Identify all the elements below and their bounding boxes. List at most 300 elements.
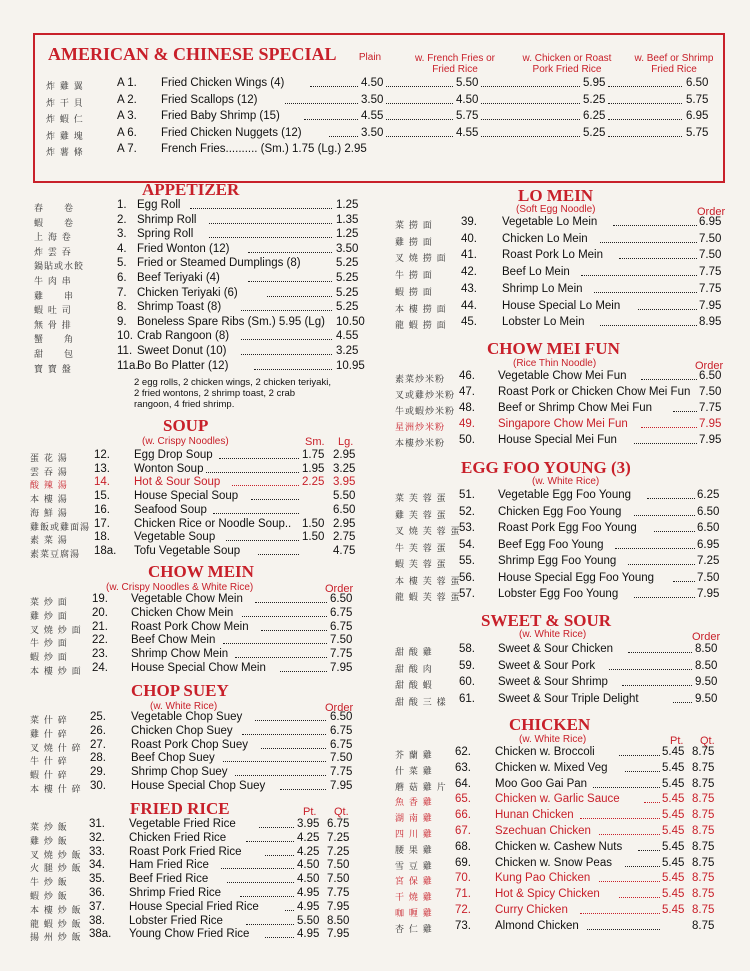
chinese-name: 火 腿 炒 飯: [30, 864, 82, 875]
dot-leader: [615, 539, 695, 549]
eggfoo-title: EGG FOO YOUNG (3): [461, 458, 631, 477]
menu-row: [0, 522, 750, 538]
chinese-name: 蝦 什 碎: [30, 771, 68, 782]
dot-leader: [285, 94, 358, 104]
special-row: [0, 127, 750, 143]
item-price-large: 7.25: [327, 831, 350, 844]
item-name: Lobster Fried Rice: [129, 914, 223, 927]
item-number: 63.: [455, 761, 471, 774]
chinese-name: 本 樓 什 碎: [30, 785, 82, 795]
special-price: 6.25: [583, 110, 606, 122]
special-price: 5.95: [583, 77, 606, 89]
chinese-name: 炸 干 貝: [46, 98, 84, 109]
item-name: Vegetable Lo Mein: [502, 216, 598, 228]
item-price: 7.50: [697, 571, 720, 584]
item-price-small: 5.45: [662, 761, 685, 774]
special-price: 5.50: [456, 77, 479, 89]
dot-leader: [242, 725, 326, 735]
item-name: House Special Mei Fun: [498, 434, 617, 447]
special-row: [0, 77, 750, 93]
item-price-small: 5.45: [662, 825, 685, 837]
item-price: 6.50: [699, 370, 722, 382]
meifun-sub: (Rice Thin Noodle): [513, 358, 597, 369]
item-price: 5.25: [336, 301, 359, 314]
item-name: Roast Pork Egg Foo Young: [498, 522, 637, 534]
dot-leader: [580, 809, 660, 819]
item-number: 25.: [90, 711, 106, 723]
item-name: Sweet & Sour Triple Delight: [498, 692, 639, 705]
chinese-name: 菜 撈 面: [395, 221, 433, 231]
item-price: 7.50: [699, 232, 722, 245]
menu-row: [0, 249, 750, 265]
item-price-large: 8.75: [692, 746, 715, 758]
item-name: Shrimp Toast (8): [137, 301, 222, 314]
item-name: Shrimp Chow Mein: [131, 648, 229, 661]
item-price-small: 5.45: [662, 809, 685, 822]
item-price: 7.25: [697, 555, 720, 567]
item-number: 23.: [92, 648, 108, 661]
item-name: Fried Baby Shrimp (15): [161, 110, 280, 122]
item-price-large: 7.50: [327, 873, 350, 886]
item-number: 47.: [459, 386, 475, 399]
item-name: Sweet & Sour Shrimp: [498, 676, 608, 688]
item-name: Crab Rangoon (8): [137, 330, 230, 343]
item-name: House Special Chop Suey: [131, 780, 266, 792]
item-number: 31.: [89, 818, 105, 830]
item-price-large: 6.75: [327, 818, 350, 830]
item-price-small: 5.45: [662, 872, 685, 885]
friedrice-title: FRIED RICE: [130, 799, 230, 818]
menu-row: [0, 330, 750, 346]
item-name: Chicken w. Mixed Veg: [495, 761, 608, 774]
chinese-name: 無 骨 排: [34, 320, 72, 331]
item-number: A 7.: [117, 143, 137, 155]
dot-leader: [641, 370, 697, 380]
item-number: 39.: [461, 216, 477, 228]
item-name: Vegetable Fried Rice: [129, 818, 236, 830]
item-name: Roast Pork Chow Mein: [131, 620, 249, 633]
dot-leader: [628, 555, 695, 565]
item-name: Beef Egg Foo Young: [498, 538, 604, 551]
item-number: 12.: [94, 449, 110, 461]
dot-leader: [673, 693, 692, 703]
item-price-large: 7.50: [327, 859, 350, 872]
dot-leader: [255, 711, 326, 721]
item-price-large: 8.75: [692, 919, 715, 932]
item-price-small: 4.50: [297, 859, 320, 872]
chinese-name: 宮 保 雞: [395, 877, 433, 888]
chinese-name: 炸 雲 吞: [34, 247, 72, 258]
item-price-large: 2.95: [333, 517, 356, 530]
dot-leader: [608, 77, 682, 87]
item-number: 3.: [117, 228, 127, 241]
item-price: 1.35: [336, 213, 359, 226]
item-name: Hot & Spicy Chicken: [495, 888, 600, 901]
item-price: 7.75: [699, 402, 722, 415]
chinese-name: 菜 炒 面: [30, 598, 68, 608]
item-name: Lobster Lo Mein: [502, 316, 585, 329]
chinese-name: 寶 寶 盤: [34, 364, 72, 375]
item-name: Beef Teriyaki (4): [137, 272, 220, 284]
dot-leader: [673, 572, 695, 582]
item-name: Chicken Fried Rice: [129, 831, 227, 844]
item-name: Beef Lo Mein: [502, 266, 570, 279]
item-price: 6.95: [699, 216, 722, 228]
eggfoo-sub: (w. White Rice): [532, 476, 600, 487]
chopsuey-sub: (w. White Rice): [150, 701, 218, 712]
menu-row: [0, 693, 750, 709]
chinese-name: 本 樓 炒 面: [30, 667, 82, 677]
chinese-name: 菜 什 碎: [30, 716, 68, 726]
dot-leader: [608, 94, 682, 104]
menu-row: [0, 778, 750, 794]
item-price: 6.50: [697, 505, 720, 518]
item-name: Spring Roll: [137, 228, 194, 241]
chinese-name: 春 卷: [34, 204, 75, 214]
menu-row: [0, 370, 750, 386]
item-number: 2.: [117, 213, 127, 226]
dot-leader: [593, 778, 660, 788]
item-number: 69.: [455, 856, 471, 869]
item-number: 43.: [461, 282, 477, 295]
meifun-title: CHOW MEI FUN: [487, 339, 620, 358]
item-number: 42.: [461, 266, 477, 279]
item-name: Almond Chicken: [495, 919, 579, 932]
sweetsour-sub: (w. White Rice): [519, 629, 587, 640]
menu-row: [0, 300, 750, 316]
menu-row: [0, 793, 750, 809]
chicken-sub: (w. White Rice): [519, 734, 587, 745]
item-number: 37.: [89, 900, 105, 913]
item-number: 32.: [89, 831, 105, 844]
item-number: 66.: [455, 809, 471, 822]
item-number: 11a.: [117, 359, 139, 372]
item-number: 59.: [459, 659, 475, 672]
item-price: 5.25: [336, 272, 359, 284]
item-number: 67.: [455, 825, 471, 837]
item-price-large: 8.75: [692, 761, 715, 774]
item-price: 7.95: [699, 418, 722, 431]
item-price: 5.25: [336, 286, 359, 299]
chinese-name: 甜 包: [34, 350, 75, 360]
item-number: 51.: [459, 489, 475, 501]
chinese-name: 雞 炒 面: [30, 611, 68, 622]
item-price: 7.95: [330, 780, 353, 792]
item-name: Chicken Rice or Noodle Soup..: [134, 517, 292, 530]
item-price: 7.75: [699, 282, 722, 295]
menu-row: [0, 888, 750, 904]
dot-leader: [386, 94, 453, 104]
menu-row: [0, 539, 750, 555]
menu-row: [0, 266, 750, 282]
chinese-name: 叉 燒 炒 面: [30, 625, 82, 636]
item-number: 73.: [455, 919, 471, 932]
item-name: Singapore Chow Mei Fun: [498, 418, 628, 431]
item-price-small: 1.50: [302, 531, 325, 544]
dot-leader: [242, 607, 327, 617]
item-name: Boneless Spare Ribs (Sm.) 5.95 (Lg): [137, 315, 325, 328]
item-price-large: 8.75: [692, 904, 715, 916]
item-name: Curry Chicken: [495, 904, 568, 916]
chinese-name: 雲 吞 湯: [30, 467, 68, 478]
dot-leader: [641, 418, 697, 428]
menu-row: [0, 643, 750, 659]
item-price: 6.75: [330, 738, 353, 751]
chinese-name: 蝦 吐 司: [34, 306, 72, 317]
chinese-name: 湖 南 雞: [395, 814, 433, 825]
item-name: Chicken Chop Suey: [131, 724, 233, 737]
dot-leader: [619, 888, 660, 898]
dot-leader: [619, 746, 660, 756]
item-number: 35.: [89, 873, 105, 886]
item-name: Roast Pork Chop Suey: [131, 738, 248, 751]
dot-leader: [654, 522, 695, 532]
item-price-small: 4.50: [297, 873, 320, 886]
item-price: 6.75: [330, 606, 353, 619]
item-name: Vegetable Chow Mein: [131, 593, 243, 605]
item-name: Vegetable Chow Mei Fun: [498, 370, 627, 382]
chinese-name: 素菜炒米粉: [395, 375, 446, 385]
item-price-small: 4.25: [297, 831, 320, 844]
chinese-name: 杏 仁 雞: [395, 924, 433, 935]
item-name: Shrimp Egg Foo Young: [498, 555, 617, 567]
item-name: Moo Goo Gai Pan: [495, 777, 588, 790]
chinese-name: 叉 燒 芙 蓉 蛋: [395, 527, 461, 537]
item-price-small: 5.45: [662, 840, 685, 853]
dot-leader: [232, 476, 299, 486]
chinese-name: 叉 燒 什 碎: [30, 743, 82, 754]
item-name: House Special Fried Rice: [129, 900, 259, 913]
item-price: 7.95: [699, 434, 722, 447]
item-number: 5.: [117, 257, 127, 270]
special-price: 5.75: [456, 110, 479, 122]
item-name: Ham Fried Rice: [129, 859, 209, 872]
menu-row: [0, 676, 750, 692]
item-name: Chicken Lo Mein: [502, 232, 588, 245]
chinese-name: 雞飯或雞面湯: [30, 522, 91, 533]
menu-row: [0, 572, 750, 588]
dot-leader: [386, 110, 453, 120]
chowmein-sub: (w. Crispy Noodles & White Rice): [106, 582, 254, 593]
menu-row: [0, 872, 750, 888]
special-col-fries: w. French Fries or Fried Rice: [414, 53, 496, 75]
dot-leader: [600, 233, 697, 243]
dot-leader: [481, 127, 580, 137]
menu-row: [0, 386, 750, 402]
chowmein-col: Order: [325, 583, 354, 595]
item-number: 48.: [459, 402, 475, 415]
chinese-name: 干 燒 雞: [395, 893, 433, 904]
item-number: 56.: [459, 571, 475, 584]
item-price-large: 3.25: [333, 462, 356, 475]
item-price: 6.50: [330, 711, 353, 723]
dot-leader: [634, 506, 695, 516]
item-price-small: 5.45: [662, 746, 685, 758]
chinese-name: 雞 芙 蓉 蛋: [395, 510, 447, 521]
special-price: 4.55: [361, 110, 384, 122]
menu-row: [0, 660, 750, 676]
item-price: 6.50: [697, 522, 720, 534]
item-name: Shrimp Roll: [137, 213, 197, 226]
chopsuey-title: CHOP SUEY: [131, 681, 229, 700]
item-price-large: 4.75: [333, 544, 356, 557]
item-number: 61.: [459, 692, 475, 705]
menu-row: [0, 345, 750, 361]
menu-row: [0, 841, 750, 857]
dot-leader: [634, 588, 695, 598]
item-name: House Special Soup: [134, 490, 239, 503]
chinese-name: 海 鮮 湯: [30, 508, 68, 519]
item-name: Young Chow Fried Rice: [129, 928, 250, 941]
special-col-beef: w. Beef or Shrimp Fried Rice: [634, 53, 714, 75]
item-price-large: 3.95: [333, 476, 356, 489]
dot-leader: [329, 127, 358, 137]
chinese-name: 酸 辣 湯: [30, 481, 68, 492]
chinese-name: 牛 炒 面: [30, 639, 68, 650]
item-price-small: 5.45: [662, 856, 685, 869]
chinese-name: 咖 喱 雞: [395, 909, 433, 919]
item-price: 7.75: [699, 266, 722, 279]
lomein-title: LO MEIN: [518, 186, 594, 205]
platter-note: 2 egg rolls, 2 chicken wings, 2 chicken teriyaki, 2 fried wontons, 2 shrimp toast, 2 crab rangoon, 4 fried shrimp.: [134, 377, 331, 410]
friedrice-col-qt: Qt.: [334, 806, 349, 818]
item-price-large: 8.75: [692, 777, 715, 790]
dot-leader: [219, 449, 299, 459]
item-name: Shrimp Lo Mein: [502, 282, 583, 295]
lomein-sub: (Soft Egg Noodle): [516, 204, 596, 215]
menu-row: [0, 489, 750, 505]
dot-leader: [622, 676, 692, 686]
chinese-name: 牛 什 碎: [30, 757, 68, 768]
chinese-name: 雞 炒 飯: [30, 836, 68, 847]
dot-leader: [619, 249, 697, 259]
menu-row: [0, 233, 750, 249]
item-number: 46.: [459, 370, 475, 382]
item-price-small: 4.95: [297, 900, 320, 913]
special-price: 4.55: [456, 126, 479, 139]
menu-row: [0, 825, 750, 841]
item-price: 8.50: [695, 659, 718, 672]
item-name: Roast Pork Lo Mein: [502, 249, 603, 262]
chinese-name: 牛或蝦炒米粉: [395, 407, 456, 418]
chinese-name: 本 樓 芙 蓉 蛋: [395, 576, 461, 587]
special-row: [0, 143, 750, 159]
item-price: 3.25: [336, 345, 359, 357]
item-name: Fried Chicken Nuggets (12): [161, 126, 302, 139]
item-name: Tofu Vegetable Soup: [134, 544, 241, 557]
item-name: Seafood Soup: [134, 503, 207, 516]
chinese-name: 雪 豆 雞: [395, 861, 433, 872]
chinese-name: 蟹 角: [34, 335, 75, 346]
item-price-large: 8.75: [692, 888, 715, 901]
menu-row: [0, 316, 750, 332]
dot-leader: [599, 872, 660, 882]
item-number: 68.: [455, 840, 471, 853]
chinese-name: 炸 雞 塊: [46, 131, 84, 142]
chinese-name: 甜 酸 三 樣: [395, 697, 447, 708]
item-price: 7.95: [699, 299, 722, 312]
chinese-name: 炸 蝦 仁: [46, 115, 84, 125]
item-price: 7.50: [699, 249, 722, 262]
item-name: Chicken w. Broccoli: [495, 746, 595, 758]
menu-row: [0, 199, 750, 215]
item-number: 60.: [459, 676, 475, 688]
item-number: 26.: [90, 724, 106, 737]
item-name: Chicken w. Cashew Nuts: [495, 840, 623, 853]
item-price-large: 2.75: [333, 531, 356, 544]
item-name: Beef or Shrimp Chow Mei Fun: [498, 402, 653, 415]
chinese-name: 蝦 卷: [34, 218, 75, 229]
item-price-small: 4.95: [297, 928, 320, 941]
dot-leader: [609, 660, 692, 670]
item-number: 19.: [92, 593, 108, 605]
special-row: [0, 94, 750, 110]
item-number: 18.: [94, 531, 110, 544]
item-price-small: 5.45: [662, 793, 685, 806]
dot-leader: [310, 77, 358, 87]
item-number: 49.: [459, 418, 475, 431]
dot-leader: [634, 434, 697, 444]
item-name: Chicken w. Snow Peas: [495, 856, 612, 869]
menu-row: [0, 588, 750, 604]
item-name: Fried Scallops (12): [161, 93, 258, 106]
item-name: Egg Roll: [137, 199, 181, 211]
dot-leader: [625, 857, 660, 867]
chinese-name: 蝦 炒 飯: [30, 892, 68, 902]
item-name: Fried Wonton (12): [137, 242, 230, 255]
item-number: 4.: [117, 242, 127, 255]
special-row: [0, 110, 750, 126]
item-number: 7.: [117, 286, 127, 299]
item-price: 7.95: [697, 588, 720, 600]
item-number: 30.: [90, 780, 106, 792]
dot-leader: [625, 762, 660, 772]
chinese-name: 本 樓 湯: [30, 495, 68, 506]
item-number: 18a.: [94, 544, 117, 557]
item-price: 6.95: [697, 538, 720, 551]
item-price: 4.55: [336, 330, 359, 343]
special-col-plain: Plain: [358, 52, 382, 63]
chinese-name: 本 樓 炒 飯: [30, 905, 82, 916]
item-number: 34.: [89, 859, 105, 872]
item-price-small: 1.75: [302, 449, 325, 461]
item-name: Chicken Chow Mein: [131, 606, 234, 619]
item-name: Shrimp Chop Suey: [131, 766, 228, 779]
item-price: 1.25: [336, 228, 359, 241]
item-price: 7.75: [330, 648, 353, 661]
item-price-large: 8.75: [692, 872, 715, 885]
item-number: 58.: [459, 643, 475, 655]
special-price: 5.75: [686, 126, 709, 139]
item-price-small: 5.50: [297, 914, 320, 927]
dot-leader: [481, 110, 580, 120]
chinese-name: 魚 香 雞: [395, 798, 433, 809]
item-number: 65.: [455, 793, 471, 806]
dot-leader: [241, 345, 332, 355]
dot-leader: [673, 402, 697, 412]
menu-row: [0, 402, 750, 418]
item-name: Vegetable Chop Suey: [131, 711, 243, 723]
chinese-name: 甜 酸 蝦: [395, 681, 433, 691]
item-number: 38a.: [89, 928, 112, 941]
appetizer-title: APPETIZER: [142, 180, 240, 199]
item-name: Fried or Steamed Dumplings (8): [137, 257, 301, 270]
meifun-col: Order: [695, 360, 724, 372]
chinese-name: 素 菜 湯: [30, 536, 68, 547]
item-number: 1.: [117, 199, 127, 211]
menu-row: [0, 920, 750, 936]
chinese-name: 四 川 雞: [395, 830, 433, 840]
